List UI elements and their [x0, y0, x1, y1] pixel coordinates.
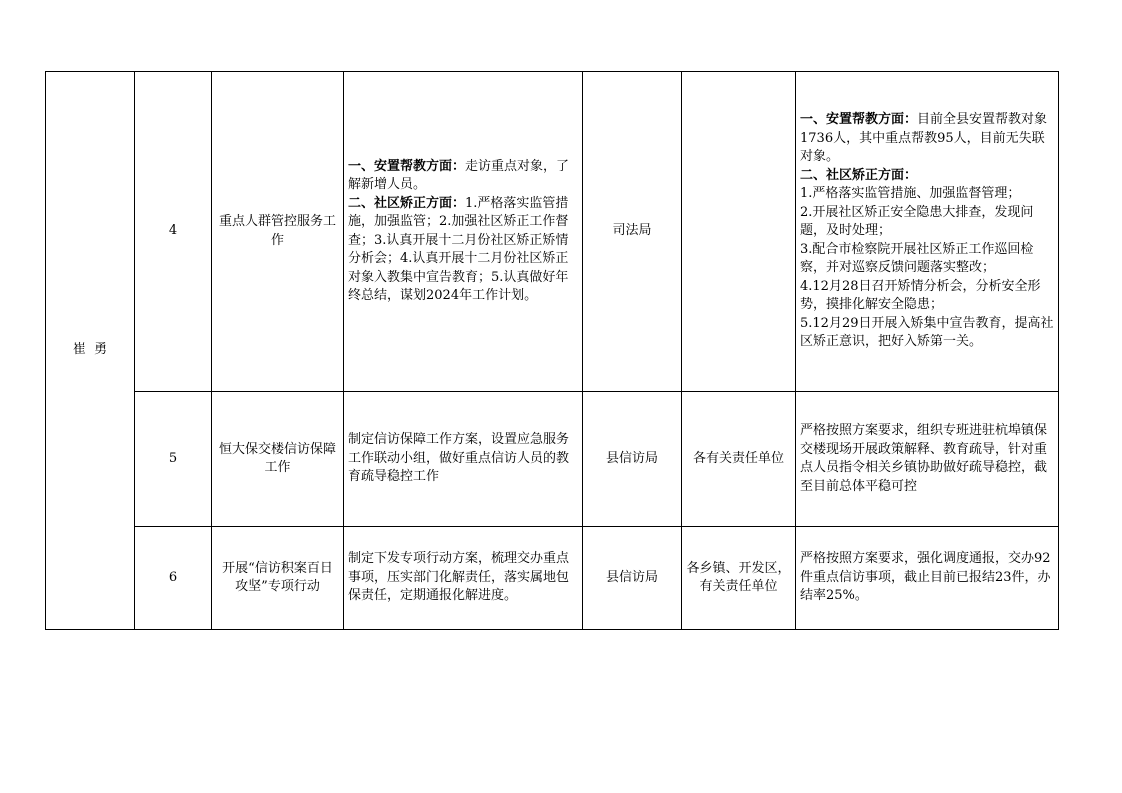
lead-unit: 县信访局 — [583, 392, 682, 527]
responsible-person: 崔 勇 — [46, 72, 135, 630]
table-row — [46, 392, 1059, 527]
lead-unit: 县信访局 — [583, 527, 682, 630]
measure-text: 1.严格落实监管措施，加强监管；2.加强社区矫正工作督查；3.认真开展十二月份社区矫正矫情分析会；4.认真开展十二月份社区矫正对象入教集中宣告教育；5.认真做好年终总结，谋划2024年工作计划。 — [348, 195, 569, 303]
task-name: 开展“信访积案百日攻坚”专项行动 — [212, 527, 344, 630]
progress-cell — [796, 72, 1059, 392]
row-number: 5 — [135, 392, 212, 527]
progress-paragraph — [800, 550, 1054, 606]
measure-text: 走访重点对象，了解新增人员。 — [348, 158, 570, 192]
progress-paragraph — [800, 185, 1054, 204]
lead-unit: 司法局 — [583, 72, 682, 392]
cooperating-unit: 各乡镇、开发区，有关责任单位 — [682, 527, 796, 630]
progress-paragraph — [800, 111, 1054, 167]
progress-paragraph — [800, 204, 1054, 241]
measure-paragraph — [348, 158, 578, 195]
measure-paragraph — [348, 431, 578, 487]
progress-text: 严格按照方案要求，组织专班进驻杭埠镇保交楼现场开展政策解释、教育疏导，针对重点人员指令相关乡镇协助做好疏导稳控，截至目前总体平稳可控 — [800, 423, 1048, 494]
row-number: 4 — [135, 72, 212, 392]
measure-heading: 一、安置帮教方面： — [348, 158, 466, 174]
cooperating-unit: 各有关责任单位 — [682, 392, 796, 527]
progress-text: 3.配合市检察院开展社区矫正工作巡回检察，并对巡察反馈问题落实整改； — [800, 241, 1034, 276]
progress-text: 目前全县安置帮教对象1736人，其中重点帮教95人，目前无失联对象。 — [800, 112, 1048, 165]
progress-heading: 一、安置帮教方面： — [800, 112, 918, 128]
table-row — [46, 527, 1059, 630]
measure-text: 制定下发专项行动方案，梳理交办重点事项，压实部门化解责任，落实属地包保责任，定期通报化解进度。 — [348, 551, 570, 604]
progress-text: 4.12月28日召开矫情分析会，分析安全形势，摸排化解安全隐患； — [800, 278, 1041, 313]
progress-paragraph — [800, 241, 1054, 278]
progress-cell — [796, 392, 1059, 527]
row-number: 6 — [135, 527, 212, 630]
cooperating-unit — [682, 72, 796, 392]
measures-cell — [344, 527, 583, 630]
progress-paragraph — [800, 315, 1054, 352]
progress-heading: 二、社区矫正方面： — [800, 167, 918, 183]
measures-cell — [344, 72, 583, 392]
measures-cell — [344, 392, 583, 527]
progress-text: 严格按照方案要求，强化调度通报，交办92件重点信访事项，截止目前已报结23件，办结率25%。 — [800, 551, 1051, 604]
task-name: 重点人群管控服务工作 — [212, 72, 344, 392]
table-row — [46, 72, 1059, 392]
progress-cell — [796, 527, 1059, 630]
measure-paragraph — [348, 550, 578, 606]
measure-text: 制定信访保障工作方案，设置应急服务工作联动小组，做好重点信访人员的教育疏导稳控工作 — [348, 432, 570, 485]
progress-text: 2.开展社区矫正安全隐患大排查，发现问题，及时处理； — [800, 204, 1034, 239]
work-table — [45, 71, 1059, 630]
task-name: 恒大保交楼信访保障工作 — [212, 392, 344, 527]
measure-paragraph — [348, 195, 578, 306]
progress-paragraph — [800, 167, 1054, 186]
measure-heading: 二、社区矫正方面： — [348, 195, 466, 211]
progress-paragraph — [800, 422, 1054, 496]
progress-text: 1.严格落实监管措施、加强监督管理； — [800, 186, 1021, 202]
progress-paragraph — [800, 278, 1054, 315]
progress-text: 5.12月29日开展入矫集中宣告教育，提高社区矫正意识，把好入矫第一关。 — [800, 315, 1054, 350]
